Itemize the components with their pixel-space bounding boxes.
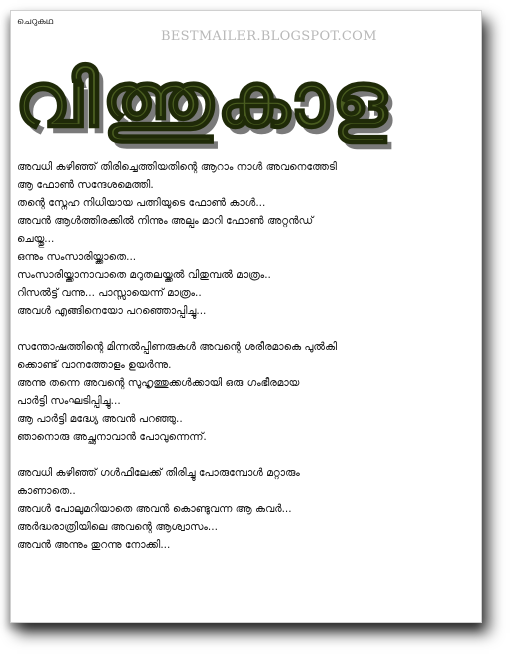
story-line: സംസാരിയ്ക്കാനാവാതെ മറുതലയ്ക്കല്‍ വിതുമ്പല്‍ മാത്രം.. bbox=[17, 269, 271, 281]
story-line: ചെയ്തു... bbox=[17, 233, 55, 245]
story-title: വിത്തുകാള bbox=[15, 55, 391, 144]
paragraph-spacer bbox=[17, 320, 475, 338]
story-line: അവധി കഴിഞ്ഞ് ഗള്‍ഫിലേക്ക് തിരിച്ചു പോരുമ്പോള്‍ മറ്റാരും bbox=[17, 467, 300, 479]
paragraph bbox=[17, 464, 475, 554]
story-line: അവന്‍ അന്നും തുറന്നു നോക്കി... bbox=[17, 539, 171, 551]
story-line: ഒന്നും സംസാരിയ്ക്കാതെ... bbox=[17, 251, 137, 263]
story-line: പാര്‍ട്ടി സംഘടിപ്പിച്ചു... bbox=[17, 395, 121, 407]
site-watermark: BESTMAILER.BLOGSPOT.COM bbox=[161, 29, 377, 44]
paragraph bbox=[17, 158, 475, 320]
story-line: അര്‍ദ്ധരാത്രിയിലെ അവന്റെ ആശ്വാസം... bbox=[17, 521, 218, 533]
story-line: തന്റെ സ്നേഹ നിധിയായ പത്നിയുടെ ഫോണ്‍ കാള്‍... bbox=[17, 197, 266, 209]
story-line: അവന്‍ ആള്‍ത്തിരക്കില്‍ നിന്നും അല്പം മാറി ഫോണ്‍ അറ്റന്‍ഡ് bbox=[17, 215, 314, 227]
story-line: ഞാനൊരു അച്ഛനാവാന്‍ പോവുന്നെന്ന്. bbox=[17, 431, 207, 443]
story-line: അവള്‍ പോലുമറിയാതെ അവന്‍ കൊണ്ടുവന്ന ആ കവര്‍... bbox=[17, 503, 292, 515]
genre-label: ചെറുകഥ bbox=[17, 17, 54, 27]
story-line: അവള്‍ എങ്ങിനെയോ പറഞ്ഞൊപ്പിച്ചു... bbox=[17, 305, 207, 317]
story-page bbox=[10, 10, 482, 623]
story-line: റിസല്‍ട്ട് വന്നു... പാസ്സായെന്ന് മാത്രം.. bbox=[17, 287, 202, 299]
story-line: അവധി കഴിഞ്ഞ് തിരിച്ചെത്തിയതിന്റെ ആറാം നാള്‍ അവനെത്തേടി bbox=[17, 161, 337, 173]
story-line: സന്തോഷത്തിന്റെ മിന്നല്‍പ്പിണരുകള്‍ അവന്റെ ശരീരമാകെ പുല്‍കി bbox=[17, 341, 337, 353]
story-line: ആ ഫോണ്‍ സന്ദേശമെത്തി. bbox=[17, 179, 154, 191]
story-line: ആ പാര്‍ട്ടി മദ്ധ്യേ അവന്‍ പറഞ്ഞു.. bbox=[17, 413, 183, 425]
story-line: ക്കൊണ്ട് വാനത്തോളം ഉയര്‍ന്നു. bbox=[17, 359, 172, 371]
story-line: കാണാതെ.. bbox=[17, 485, 76, 497]
paragraph-spacer bbox=[17, 446, 475, 464]
story-body bbox=[17, 158, 475, 554]
story-line: അന്നു തന്നെ അവന്റെ സുഹൃത്തുക്കള്‍ക്കായി ഒരു ഗംഭീരമായ bbox=[17, 377, 300, 389]
paragraph bbox=[17, 338, 475, 446]
